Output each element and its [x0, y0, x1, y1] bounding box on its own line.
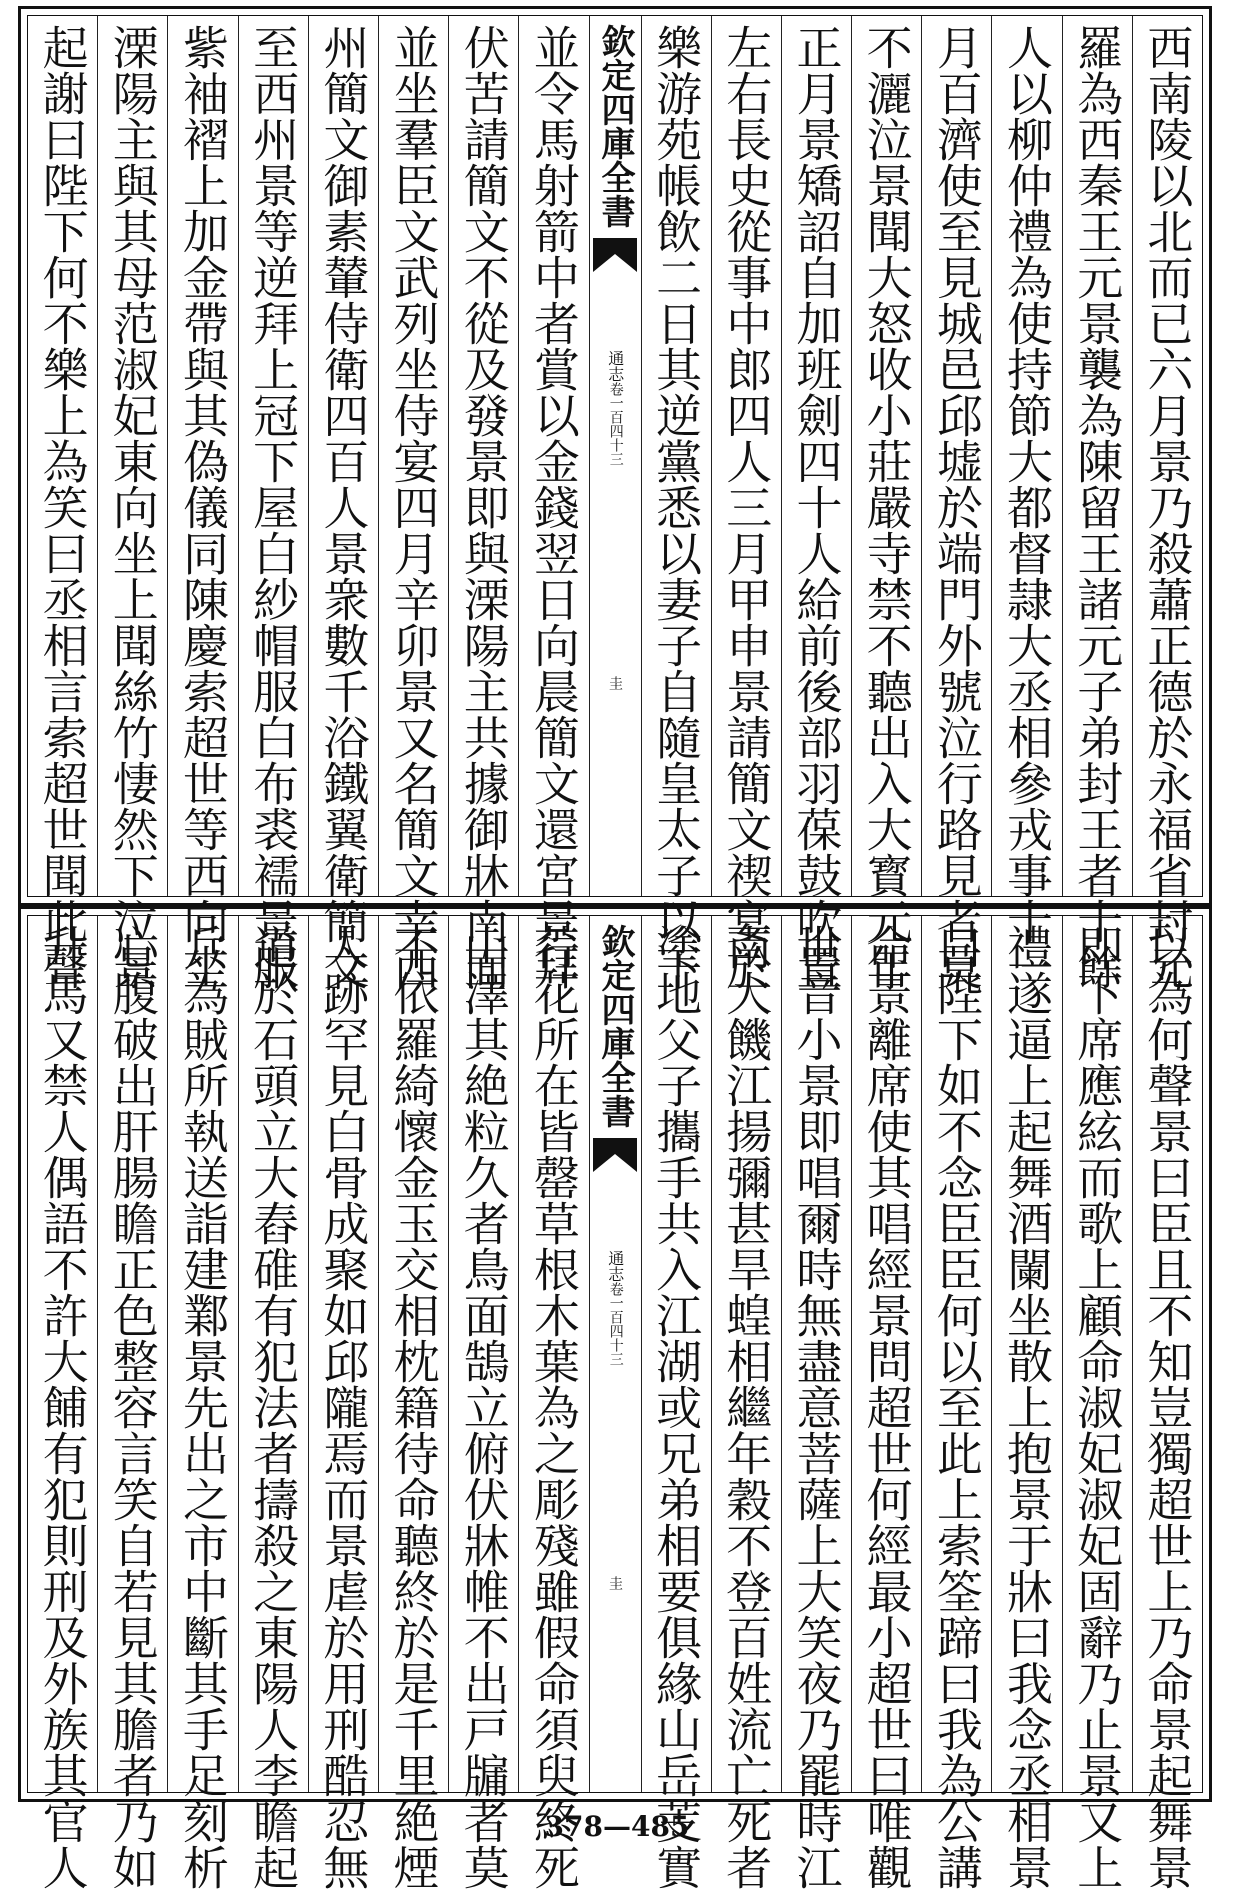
- column-text: 心腹破出肝腸瞻正色整容言笑自若見其膽者乃如: [105, 924, 160, 1890]
- book-title: 欽定四庫全書: [595, 24, 635, 228]
- text-column: [28, 916, 97, 1890]
- text-column: [1062, 916, 1132, 1890]
- text-column: [378, 916, 448, 1890]
- column-text: 正月景矯詔自加班劍四十人給前後部羽葆鼓吹置: [789, 24, 844, 990]
- text-column: [97, 916, 167, 1890]
- text-column: [308, 916, 378, 1890]
- column-text: 即下席應絃而歌上顧命淑妃淑妃固辭乃止景又上: [1070, 924, 1125, 1890]
- text-column: [991, 16, 1061, 990]
- fishtail-mark-icon: [593, 238, 637, 272]
- column-text: 起謝曰陛下何不樂上為笑曰丞相言索超世聞此聲: [35, 24, 90, 990]
- column-text: 塗地父子攜手共入江湖或兄弟相要俱緣山岳芰實: [649, 924, 704, 1890]
- column-text: 西南陵以北而已六月景乃殺蕭正德於永福省封元: [1140, 24, 1195, 990]
- book-title: 欽定四庫全書: [595, 924, 635, 1128]
- column-text: 南大饑江揚彌甚旱蝗相繼年穀不登百姓流亡死者: [719, 924, 774, 1890]
- text-column: [921, 916, 991, 1890]
- column-text: 不依羅綺懷金玉交相枕籍待命聽終於是千里絶煙: [386, 924, 441, 1890]
- text-column: [167, 916, 237, 1890]
- column-text: 羅為西秦王元景襲為陳留王諸元子弟封王者十餘: [1070, 24, 1125, 990]
- column-text: 荇花所在皆罄草根木葉為之彫殘雖假命須臾終死: [526, 924, 581, 1890]
- column-text: 溧陽主與其母范淑妃東向坐上聞絲竹悽然下泣景: [105, 24, 160, 990]
- text-column: [238, 916, 308, 1890]
- column-text: 禮遂逼上起舞酒闌坐散上抱景于牀曰我念丞相景: [1000, 924, 1055, 1890]
- text-column: [448, 16, 518, 990]
- column-text: 人以柳仲禮為使持節大都督隷大丞相參戎事十一: [1000, 24, 1055, 990]
- column-text: 紫袖褶上加金帶與其偽儀同陳慶索超世等西向坐: [175, 24, 230, 990]
- volume-name: 通志: [605, 1250, 625, 1282]
- text-column: [1132, 16, 1202, 990]
- column-text: 至西州景等逆拜上冠下屋白紗帽服白布裘襦景服: [246, 24, 301, 990]
- column-text: 伏苦請簡文不從及發景即與溧陽主共據御牀南面: [456, 24, 511, 990]
- volume-number: 卷一百四十三: [607, 1282, 624, 1366]
- text-column: [991, 916, 1061, 1890]
- column-text: 以為何聲景曰臣且不知豈獨超世上乃命景起舞景: [1140, 924, 1195, 1890]
- center-fold-column: [589, 16, 641, 896]
- volume-number: 卷一百四十三: [607, 382, 624, 466]
- page-top: [18, 6, 1212, 990]
- column-text: 並坐羣臣文武列坐侍宴四月辛卯景又名簡文幸西: [386, 24, 441, 990]
- column-text: 山澤其絶粒久者鳥面鵠立俯伏牀帷不出戸牖者莫: [456, 924, 511, 1890]
- text-column: [781, 916, 851, 1890]
- text-column: [518, 16, 588, 990]
- text-column: [28, 16, 97, 990]
- column-text: 樂游苑帳飲二日其逆黨悉以妻子自隨皇太子以下: [649, 24, 704, 990]
- column-text: 世音小景即唱爾時無盡意菩薩上大笑夜乃罷時江: [789, 924, 844, 1890]
- fishtail-mark-icon: [593, 1138, 637, 1172]
- text-column: [308, 16, 378, 990]
- page-number: 圭: [607, 1576, 623, 1590]
- text-column: [1062, 16, 1132, 990]
- text-column: [921, 16, 991, 990]
- column-text: 並令馬射箭中者賞以金錢翌日向晨簡文還宮景拜: [526, 24, 581, 990]
- text-column: [1132, 916, 1202, 1890]
- text-column: [781, 16, 851, 990]
- column-text: 曰陛下如不念臣臣何以至此上索筌蹄曰我為公講: [929, 924, 984, 1890]
- text-column: [711, 16, 781, 990]
- text-column: [167, 16, 237, 990]
- text-column: [851, 916, 921, 1890]
- text-column: [641, 16, 711, 990]
- column-text: 左右長史從事中郎四人三月甲申景請簡文禊宴於: [719, 24, 774, 990]
- text-column: [518, 916, 588, 1890]
- page-number: 圭: [607, 676, 623, 690]
- text-column: [711, 916, 781, 1890]
- column-text: 兵為賊所執送詣建鄴景先出之市中斷其手足刻析: [175, 924, 230, 1890]
- page-footer-number: 378—485: [544, 1810, 690, 1843]
- text-column: [97, 16, 167, 990]
- column-text: 命景離席使其唱經景問超世何經最小超世曰唯觀: [859, 924, 914, 1890]
- text-column: [448, 916, 518, 1890]
- center-fold-column: [589, 916, 641, 1792]
- column-text: 月百濟使至見城邑邱墟於端門外號泣行路見者莫: [929, 24, 984, 990]
- page-top-body: [27, 15, 1203, 990]
- column-text: 升馬又禁人偶語不許大餔有犯則刑及外族其官人: [35, 924, 90, 1890]
- text-column: [238, 16, 308, 990]
- volume-name: 通志: [605, 350, 625, 382]
- column-text: 不灑泣景聞大怒收小莊嚴寺禁不聽出入大寳元年: [859, 24, 914, 990]
- text-column: [851, 16, 921, 990]
- column-text: 道於石頭立大舂碓有犯法者擣殺之東陽人李瞻起: [246, 924, 301, 1890]
- text-column: [378, 16, 448, 990]
- column-text: 人跡罕見白骨成聚如邱隴焉而景虐於用刑酷忍無: [316, 924, 371, 1890]
- column-text: 州簡文御素輦侍衛四百人景衆數千浴鐵翼衛簡文: [316, 24, 371, 990]
- text-column: [641, 916, 711, 1890]
